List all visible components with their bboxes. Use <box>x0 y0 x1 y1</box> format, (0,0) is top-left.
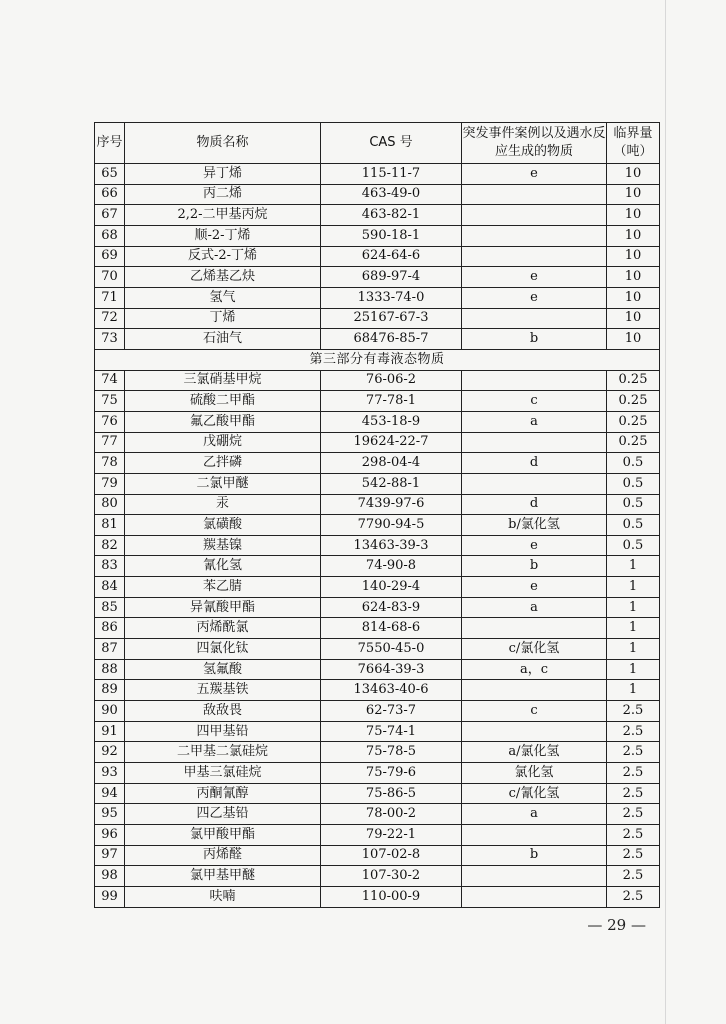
row-threshold: 0.25 <box>607 411 660 432</box>
row-index: 73 <box>95 329 125 350</box>
row-cas: 25167-67-3 <box>321 308 462 329</box>
row-threshold: 0.5 <box>607 515 660 536</box>
row-event: e <box>462 267 607 288</box>
row-index: 80 <box>95 494 125 515</box>
row-event <box>462 680 607 701</box>
row-name: 四甲基铅 <box>125 721 321 742</box>
table-row <box>95 701 660 722</box>
row-threshold: 1 <box>607 680 660 701</box>
row-threshold: 0.5 <box>607 494 660 515</box>
row-cas: 76-06-2 <box>321 370 462 391</box>
row-cas: 75-78-5 <box>321 742 462 763</box>
table-row <box>95 432 660 453</box>
table-body-part3 <box>95 370 660 907</box>
row-event <box>462 225 607 246</box>
row-cas: 7550-45-0 <box>321 639 462 660</box>
row-event: b <box>462 556 607 577</box>
header-index: 序号 <box>95 123 125 164</box>
row-event: c <box>462 391 607 412</box>
row-cas: 13463-40-6 <box>321 680 462 701</box>
row-threshold: 2.5 <box>607 763 660 784</box>
row-name: 异氰酸甲酯 <box>125 597 321 618</box>
table-row <box>95 391 660 412</box>
row-event: d <box>462 494 607 515</box>
row-cas: 107-30-2 <box>321 866 462 887</box>
row-cas: 1333-74-0 <box>321 287 462 308</box>
row-threshold: 1 <box>607 639 660 660</box>
row-name: 五羰基铁 <box>125 680 321 701</box>
row-index: 85 <box>95 597 125 618</box>
table-row <box>95 411 660 432</box>
table-row <box>95 577 660 598</box>
row-cas: 624-64-6 <box>321 246 462 267</box>
row-event: e <box>462 164 607 185</box>
row-index: 92 <box>95 742 125 763</box>
row-event: c <box>462 701 607 722</box>
row-name: 氯甲酸甲酯 <box>125 825 321 846</box>
row-name: 丙酮氰醇 <box>125 783 321 804</box>
row-name: 戊硼烷 <box>125 432 321 453</box>
section-row <box>95 349 660 370</box>
row-index: 87 <box>95 639 125 660</box>
row-threshold: 0.5 <box>607 535 660 556</box>
row-index: 66 <box>95 184 125 205</box>
row-index: 82 <box>95 535 125 556</box>
row-index: 97 <box>95 845 125 866</box>
row-event <box>462 205 607 226</box>
row-threshold: 10 <box>607 225 660 246</box>
row-cas: 7439-97-6 <box>321 494 462 515</box>
row-index: 76 <box>95 411 125 432</box>
row-threshold: 10 <box>607 287 660 308</box>
row-index: 99 <box>95 886 125 907</box>
row-cas: 75-79-6 <box>321 763 462 784</box>
table-body-part2 <box>95 164 660 350</box>
table-section-header <box>95 349 660 370</box>
row-index: 90 <box>95 701 125 722</box>
table-row <box>95 329 660 350</box>
header-name: 物质名称 <box>125 123 321 164</box>
row-name: 氢气 <box>125 287 321 308</box>
row-cas: 62-73-7 <box>321 701 462 722</box>
row-cas: 19624-22-7 <box>321 432 462 453</box>
row-event <box>462 866 607 887</box>
row-name: 乙烯基乙炔 <box>125 267 321 288</box>
row-name: 敌敌畏 <box>125 701 321 722</box>
row-threshold: 1 <box>607 618 660 639</box>
row-index: 69 <box>95 246 125 267</box>
row-threshold: 0.5 <box>607 453 660 474</box>
page-number: — 29 — <box>587 916 646 934</box>
row-name: 四氯化钛 <box>125 639 321 660</box>
table-row <box>95 535 660 556</box>
row-index: 83 <box>95 556 125 577</box>
scan-edge-line <box>665 0 666 1024</box>
row-index: 78 <box>95 453 125 474</box>
row-cas: 590-18-1 <box>321 225 462 246</box>
row-name: 氰化氢 <box>125 556 321 577</box>
table-row <box>95 618 660 639</box>
row-event: c/氰化氢 <box>462 783 607 804</box>
row-event <box>462 432 607 453</box>
row-cas: 624-83-9 <box>321 597 462 618</box>
row-event: 氯化氢 <box>462 763 607 784</box>
table-row <box>95 680 660 701</box>
row-cas: 689-97-4 <box>321 267 462 288</box>
row-event: a <box>462 597 607 618</box>
row-threshold: 10 <box>607 329 660 350</box>
table-header-row <box>95 123 660 164</box>
row-name: 呋喃 <box>125 886 321 907</box>
row-cas: 140-29-4 <box>321 577 462 598</box>
row-name: 石油气 <box>125 329 321 350</box>
table-row <box>95 866 660 887</box>
row-cas: 79-22-1 <box>321 825 462 846</box>
row-name: 反式-2-丁烯 <box>125 246 321 267</box>
row-name: 四乙基铅 <box>125 804 321 825</box>
row-cas: 75-74-1 <box>321 721 462 742</box>
row-cas: 68476-85-7 <box>321 329 462 350</box>
row-name: 汞 <box>125 494 321 515</box>
row-cas: 453-18-9 <box>321 411 462 432</box>
row-event <box>462 473 607 494</box>
section-title: 第三部分有毒液态物质 <box>95 349 660 370</box>
row-index: 88 <box>95 659 125 680</box>
table-row <box>95 225 660 246</box>
row-cas: 542-88-1 <box>321 473 462 494</box>
row-cas: 74-90-8 <box>321 556 462 577</box>
row-name: 丙二烯 <box>125 184 321 205</box>
row-cas: 7790-94-5 <box>321 515 462 536</box>
table-row <box>95 205 660 226</box>
row-cas: 814-68-6 <box>321 618 462 639</box>
row-name: 硫酸二甲酯 <box>125 391 321 412</box>
row-name: 氟乙酸甲酯 <box>125 411 321 432</box>
row-name: 苯乙腈 <box>125 577 321 598</box>
row-name: 三氯硝基甲烷 <box>125 370 321 391</box>
row-cas: 13463-39-3 <box>321 535 462 556</box>
row-threshold: 10 <box>607 267 660 288</box>
row-threshold: 10 <box>607 184 660 205</box>
table-row <box>95 184 660 205</box>
row-threshold: 0.25 <box>607 432 660 453</box>
table-row <box>95 763 660 784</box>
row-index: 67 <box>95 205 125 226</box>
row-name: 氢氟酸 <box>125 659 321 680</box>
row-event <box>462 184 607 205</box>
row-event: d <box>462 453 607 474</box>
row-index: 91 <box>95 721 125 742</box>
table-row <box>95 370 660 391</box>
row-index: 68 <box>95 225 125 246</box>
table-row <box>95 804 660 825</box>
row-event: a，c <box>462 659 607 680</box>
row-event: a/氯化氢 <box>462 742 607 763</box>
table-row <box>95 473 660 494</box>
row-threshold: 2.5 <box>607 845 660 866</box>
row-name: 丙烯醛 <box>125 845 321 866</box>
row-cas: 7664-39-3 <box>321 659 462 680</box>
row-index: 72 <box>95 308 125 329</box>
row-event: a <box>462 804 607 825</box>
table-row <box>95 515 660 536</box>
row-name: 异丁烯 <box>125 164 321 185</box>
row-cas: 75-86-5 <box>321 783 462 804</box>
row-index: 93 <box>95 763 125 784</box>
table-row <box>95 597 660 618</box>
row-event <box>462 370 607 391</box>
row-cas: 463-82-1 <box>321 205 462 226</box>
row-name: 甲基三氯硅烷 <box>125 763 321 784</box>
row-index: 98 <box>95 866 125 887</box>
row-name: 2,2-二甲基丙烷 <box>125 205 321 226</box>
table-row <box>95 783 660 804</box>
table-row <box>95 494 660 515</box>
table-row <box>95 659 660 680</box>
row-index: 96 <box>95 825 125 846</box>
row-index: 71 <box>95 287 125 308</box>
table-row <box>95 308 660 329</box>
header-event: 突发事件案例以及遇水反应生成的物质 <box>462 123 607 164</box>
row-event <box>462 825 607 846</box>
row-index: 94 <box>95 783 125 804</box>
row-threshold: 2.5 <box>607 721 660 742</box>
table-row <box>95 742 660 763</box>
row-index: 79 <box>95 473 125 494</box>
row-name: 二甲基二氯硅烷 <box>125 742 321 763</box>
table-row <box>95 164 660 185</box>
row-cas: 107-02-8 <box>321 845 462 866</box>
row-event: b/氯化氢 <box>462 515 607 536</box>
row-name: 氯磺酸 <box>125 515 321 536</box>
row-threshold: 10 <box>607 205 660 226</box>
row-index: 86 <box>95 618 125 639</box>
table-row <box>95 825 660 846</box>
table-row <box>95 721 660 742</box>
row-event: b <box>462 845 607 866</box>
row-name: 乙拌磷 <box>125 453 321 474</box>
table-row <box>95 886 660 907</box>
row-index: 89 <box>95 680 125 701</box>
row-name: 丁烯 <box>125 308 321 329</box>
row-threshold: 0.25 <box>607 391 660 412</box>
row-cas: 110-00-9 <box>321 886 462 907</box>
row-threshold: 2.5 <box>607 825 660 846</box>
row-index: 77 <box>95 432 125 453</box>
row-event <box>462 721 607 742</box>
row-event: e <box>462 577 607 598</box>
row-threshold: 2.5 <box>607 783 660 804</box>
row-name: 顺-2-丁烯 <box>125 225 321 246</box>
row-threshold: 10 <box>607 308 660 329</box>
row-threshold: 2.5 <box>607 742 660 763</box>
table-row <box>95 556 660 577</box>
row-threshold: 1 <box>607 597 660 618</box>
row-index: 70 <box>95 267 125 288</box>
table-row <box>95 845 660 866</box>
row-cas: 115-11-7 <box>321 164 462 185</box>
row-index: 74 <box>95 370 125 391</box>
row-index: 75 <box>95 391 125 412</box>
row-cas: 463-49-0 <box>321 184 462 205</box>
header-cas: CAS 号 <box>321 123 462 164</box>
row-event <box>462 308 607 329</box>
row-name: 二氯甲醚 <box>125 473 321 494</box>
row-threshold: 2.5 <box>607 886 660 907</box>
row-threshold: 0.5 <box>607 473 660 494</box>
row-threshold: 10 <box>607 246 660 267</box>
row-threshold: 2.5 <box>607 701 660 722</box>
row-threshold: 2.5 <box>607 804 660 825</box>
header-threshold: 临界量（吨） <box>607 123 660 164</box>
table-row <box>95 287 660 308</box>
row-cas: 298-04-4 <box>321 453 462 474</box>
row-index: 84 <box>95 577 125 598</box>
row-index: 95 <box>95 804 125 825</box>
table-row <box>95 246 660 267</box>
table-row <box>95 267 660 288</box>
table-row <box>95 639 660 660</box>
row-cas: 77-78-1 <box>321 391 462 412</box>
row-name: 丙烯酰氯 <box>125 618 321 639</box>
row-event: e <box>462 287 607 308</box>
row-index: 81 <box>95 515 125 536</box>
row-event: a <box>462 411 607 432</box>
hazardous-substances-table <box>94 122 660 908</box>
row-event <box>462 246 607 267</box>
row-name: 羰基镍 <box>125 535 321 556</box>
row-threshold: 1 <box>607 577 660 598</box>
row-event <box>462 618 607 639</box>
row-threshold: 1 <box>607 556 660 577</box>
row-event <box>462 886 607 907</box>
row-threshold: 10 <box>607 164 660 185</box>
row-cas: 78-00-2 <box>321 804 462 825</box>
row-threshold: 0.25 <box>607 370 660 391</box>
row-event: c/氯化氢 <box>462 639 607 660</box>
row-threshold: 2.5 <box>607 866 660 887</box>
table-row <box>95 453 660 474</box>
row-index: 65 <box>95 164 125 185</box>
row-threshold: 1 <box>607 659 660 680</box>
row-name: 氯甲基甲醚 <box>125 866 321 887</box>
row-event: e <box>462 535 607 556</box>
row-event: b <box>462 329 607 350</box>
